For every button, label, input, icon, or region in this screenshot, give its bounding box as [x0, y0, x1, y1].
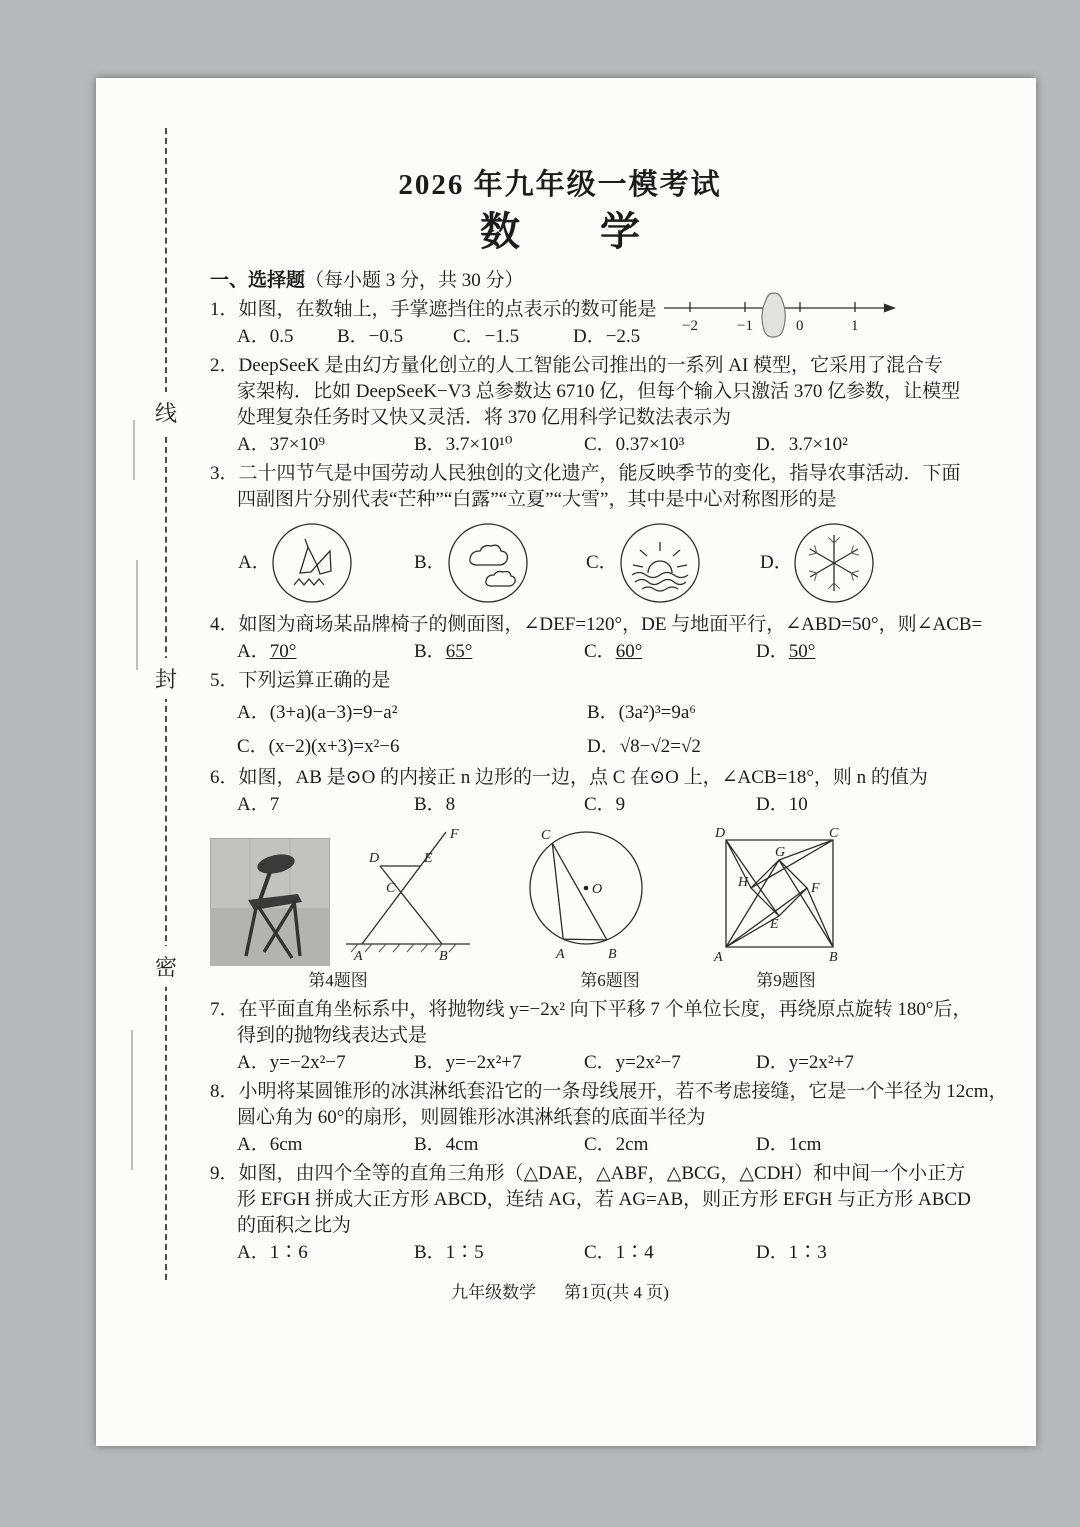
question-6-options [210, 792, 910, 818]
question-2-line2: 家架构．比如 DeepSeeK−V3 总参数达 6710 亿，但每个输入只激活 370 亿参数，让模型 [237, 381, 961, 402]
option-a-label: A． [238, 552, 271, 573]
question-text: 如图，AB 是⊙O 的内接正 n 边形的一边，点 C 在⊙O 上，∠ACB=18°，则 n 的值为 [238, 767, 928, 788]
arrowhead-icon [884, 304, 896, 313]
point-label-o: O [592, 882, 603, 897]
question-text: 二十四节气是中国劳动人民独创的文化遗产，能反映季节的变化，指导农事活动．下面 [238, 463, 961, 484]
question-3-line2: 四副图片分别代表“芒种”“白露”“立夏”“大雪”，其中是中心对称图形的是 [237, 489, 837, 510]
question-7-options [210, 1050, 910, 1076]
question-8 [210, 1079, 1008, 1105]
scan-smudge [136, 560, 138, 670]
option-c: C．y=2x²−7 [584, 1052, 681, 1073]
option-d: D．1∶3 [756, 1242, 827, 1263]
icon-wheat-mangzhong [270, 521, 354, 605]
chair-photo [210, 838, 330, 966]
question-6 [210, 765, 928, 791]
question-number: 4． [210, 614, 239, 635]
point-label-f: F [450, 827, 459, 842]
center-point [584, 886, 589, 891]
question-number: 6． [210, 767, 239, 788]
question-text: 如图为商场某品牌椅子的侧面图，∠DEF=120°，DE 与地面平行，∠ABD=50°，则∠ACB= [238, 614, 983, 635]
picture-b [414, 521, 530, 605]
tick-minus1: −1 [737, 318, 753, 334]
option-a: A．7 [237, 794, 280, 815]
option-c: C．9 [584, 794, 626, 815]
seal-char-xian: 线 [153, 392, 179, 433]
option-b-label: B． [414, 552, 446, 573]
point-label-f: F [811, 881, 820, 896]
option-b: B．1∶5 [414, 1242, 484, 1263]
question-9 [210, 1161, 966, 1187]
footer-subject: 九年级数学 [451, 1283, 537, 1302]
point-label-a: A [354, 949, 363, 964]
point-label-b: B [608, 947, 617, 962]
numberline-figure [660, 284, 900, 346]
question-4 [210, 612, 983, 638]
picture-c [586, 521, 702, 605]
option-b: B．65° [414, 641, 473, 662]
question-5-options-row1 [210, 698, 910, 728]
question-2 [210, 353, 944, 379]
option-c: C．60° [584, 641, 643, 662]
point-label-e: E [424, 851, 433, 866]
point-label-e: E [770, 917, 779, 932]
option-b: B．(3a²)³=9a⁶ [587, 702, 696, 723]
question-8-line2: 圆心角为 60°的扇形，则圆锥形冰淇淋纸套的底面半径为 [237, 1107, 706, 1128]
scan-smudge [133, 420, 135, 480]
page-footer [210, 1280, 910, 1306]
option-a: A．70° [237, 641, 297, 662]
point-label-a: A [556, 947, 565, 962]
point-label-h: H [738, 875, 749, 890]
icon-clouds-bailu [446, 521, 530, 605]
option-d: D．y=2x²+7 [756, 1052, 854, 1073]
option-d-label: D． [760, 552, 793, 573]
option-c: C．0.37×10³ [584, 434, 685, 455]
question-2-line3: 处理复杂任务时又快又灵活．将 370 亿用科学记数法表示为 [237, 407, 732, 428]
option-d: D．50° [756, 641, 816, 662]
option-d: D．√8−√2=√2 [587, 736, 701, 757]
question-9-options [210, 1240, 910, 1266]
option-c: C．−1.5 [453, 326, 520, 347]
icon-snowflake-daxue [792, 521, 876, 605]
question-3 [210, 461, 961, 487]
option-b: B．4cm [414, 1134, 479, 1155]
point-label-c: C [829, 826, 839, 841]
question-5-options-row2 [210, 732, 910, 762]
question-9-figure [712, 826, 847, 966]
question-text: 小明将某圆锥形的冰淇淋纸套沿它的一条母线展开，若不考虑接缝，它是一个半径为 12cm， [238, 1081, 1008, 1102]
option-a: A．(3+a)(a−3)=9−a² [237, 702, 398, 723]
option-a: A．37×10⁹ [237, 434, 326, 455]
exam-title: 2026 年九年级一模考试 [398, 169, 722, 201]
question-4-figure [344, 824, 474, 966]
question-text: 下列运算正确的是 [238, 670, 391, 691]
point-label-c: C [541, 828, 551, 843]
picture-a [238, 521, 354, 605]
caption-fig6: 第6题图 [580, 971, 640, 990]
option-a: A．y=−2x²−7 [237, 1052, 346, 1073]
option-c: C．(x−2)(x+3)=x²−6 [237, 736, 400, 757]
option-c-label: C． [586, 552, 618, 573]
option-c: C．1∶4 [584, 1242, 654, 1263]
question-number: 8． [210, 1081, 239, 1102]
point-label-g: G [775, 845, 786, 860]
option-d: D．−2.5 [573, 326, 641, 347]
option-d: D．1cm [756, 1134, 822, 1155]
figure-captions [210, 968, 910, 994]
question-number: 2． [210, 355, 239, 376]
seal-char-mi: 密 [153, 946, 179, 987]
seal-fold-line [165, 128, 167, 1280]
option-b: B．8 [414, 794, 456, 815]
subject-title: 数 学 [480, 209, 640, 254]
exam-content [210, 166, 1008, 1306]
hand-cover-icon [762, 293, 785, 337]
picture-d [760, 521, 876, 605]
point-label-c: C [386, 881, 396, 896]
option-a: A．6cm [237, 1134, 303, 1155]
option-c: C．2cm [584, 1134, 649, 1155]
question-text: 如图，由四个全等的直角三角形（△DAE，△ABF，△BCG，△CDH）和中间一个小正方 [238, 1163, 966, 1184]
point-label-a: A [714, 950, 723, 965]
question-6-figure [516, 824, 656, 966]
question-7-line2: 得到的抛物线表达式是 [237, 1025, 428, 1046]
question-text: 如图，在数轴上，手掌遮挡住的点表示的数可能是 [238, 299, 657, 320]
section-note: （每小题 3 分，共 30 分） [305, 270, 524, 291]
option-d: D．3.7×10² [756, 434, 848, 455]
option-b: B．−0.5 [337, 326, 404, 347]
question-number: 9． [210, 1163, 239, 1184]
question-8-options [210, 1132, 910, 1158]
question-number: 1． [210, 299, 239, 320]
question-number: 7． [210, 999, 239, 1020]
tick-one: 1 [851, 318, 859, 334]
question-2-options [210, 432, 910, 458]
question-3-pictures [210, 517, 910, 609]
option-b: B．y=−2x²+7 [414, 1052, 522, 1073]
question-number: 3． [210, 463, 239, 484]
question-text: DeepSeeK 是由幻方量化创立的人工智能公司推出的一系列 AI 模型，它采用了混合专 [238, 355, 944, 376]
caption-fig9: 第9题图 [756, 971, 816, 990]
scan-smudge [131, 1030, 133, 1170]
icon-sunrise-lixia [618, 521, 702, 605]
section-title: 一、选择题 [210, 270, 306, 291]
figures-row [210, 824, 910, 966]
question-9-line2: 形 EFGH 拼成大正方形 ABCD，连结 AG，若 AG=AB，则正方形 EFGH 与正方形 ABCD [237, 1189, 971, 1210]
question-9-line3: 的面积之比为 [237, 1215, 352, 1236]
seal-char-feng: 封 [153, 658, 179, 699]
point-label-b: B [439, 949, 448, 964]
option-d: D．10 [756, 794, 808, 815]
question-5 [210, 668, 910, 694]
caption-fig4: 第4题图 [308, 971, 368, 990]
question-number: 5． [210, 670, 239, 691]
option-a: A．1∶6 [237, 1242, 308, 1263]
tick-minus2: −2 [682, 318, 698, 334]
question-4-options [210, 639, 910, 665]
question-7 [210, 997, 972, 1023]
point-label-b: B [829, 950, 838, 965]
tick-zero: 0 [796, 318, 804, 334]
option-b: B．3.7×10¹⁰ [414, 434, 513, 455]
point-label-d: D [715, 826, 726, 841]
footer-page-number: 第1页(共 4 页) [564, 1283, 669, 1302]
question-text: 在平面直角坐标系中，将抛物线 y=−2x² 向下平移 7 个单位长度，再绕原点旋转 180°后， [238, 999, 972, 1020]
option-a: A．0.5 [237, 326, 294, 347]
point-label-d: D [369, 851, 380, 866]
